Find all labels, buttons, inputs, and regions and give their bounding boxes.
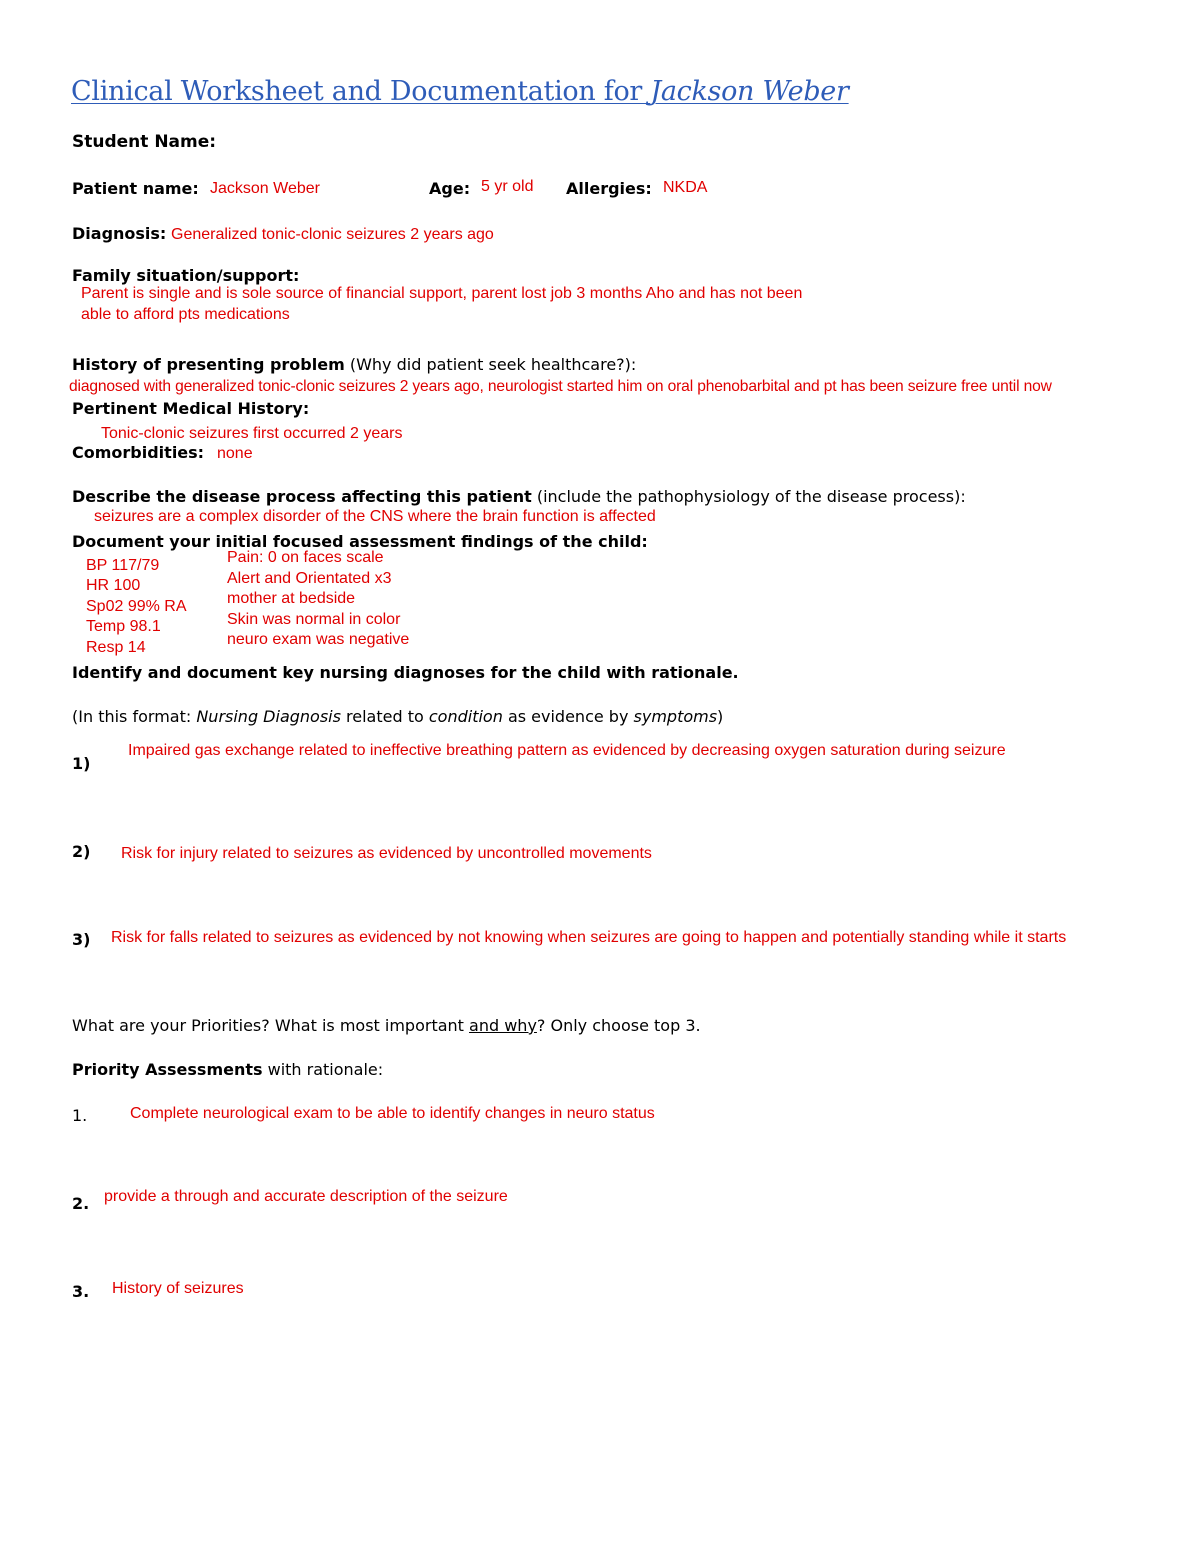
finding-item: neuro exam was negative <box>227 631 410 648</box>
format-dx: Nursing Diagnosis <box>196 707 341 726</box>
format-open: (In this format: <box>72 707 197 726</box>
disease-label-rest: (include the pathophysiology of the disease process): <box>531 487 966 506</box>
priority-text: Complete neurological exam to be able to identify changes in neuro status <box>130 1105 655 1122</box>
format-close: ) <box>717 707 724 726</box>
priority-num: 3. <box>72 1282 90 1301</box>
priority-assessments-label <box>72 1060 383 1079</box>
nursing-dx-label: Identify and document key nursing diagnoses for the child with rationale. <box>72 663 739 682</box>
nursing-dx-num: 3) <box>72 930 91 949</box>
comorbidities-label: Comorbidities: <box>72 443 205 462</box>
student-name-label: Student Name: <box>72 132 217 152</box>
nursing-dx-format <box>72 707 723 726</box>
priorities-question-underlined: and why <box>469 1016 537 1035</box>
format-mid2: as evidence by <box>502 707 634 726</box>
allergies-label: Allergies: <box>566 179 652 198</box>
page-title-prefix: Clinical Worksheet and Documentation for <box>71 76 651 107</box>
vital-item: Temp 98.1 <box>86 618 161 635</box>
patient-name-value: Jackson Weber <box>210 180 320 197</box>
finding-item: Pain: 0 on faces scale <box>227 549 384 566</box>
history-label-bold: History of presenting problem <box>72 355 345 374</box>
diagnosis-label: Diagnosis: <box>72 224 167 243</box>
history-label <box>72 355 636 374</box>
nursing-dx-text: Risk for falls related to seizures as evidenced by not knowing when seizures are going to happen and potentially standing while it starts <box>111 929 1067 946</box>
family-value-line2: able to afford pts medications <box>81 306 290 323</box>
nursing-dx-text: Risk for injury related to seizures as evidenced by uncontrolled movements <box>121 845 652 862</box>
format-mid1: related to <box>340 707 429 726</box>
priority-text: History of seizures <box>112 1280 244 1297</box>
priority-num: 2. <box>72 1194 90 1213</box>
diagnosis-value: Generalized tonic-clonic seizures 2 years ago <box>171 226 494 243</box>
priority-text: provide a through and accurate description of the seizure <box>104 1188 508 1205</box>
medical-history-label: Pertinent Medical History: <box>72 399 310 418</box>
medical-history-value: Tonic-clonic seizures first occurred 2 years <box>101 425 403 442</box>
age-value: 5 yr old <box>481 178 534 195</box>
nursing-dx-text: Impaired gas exchange related to ineffective breathing pattern as evidenced by decreasing oxygen saturation during seizure <box>128 742 1006 759</box>
priorities-question-part1: What are your Priorities? What is most important <box>72 1016 470 1035</box>
finding-item: Skin was normal in color <box>227 611 401 628</box>
history-label-rest: (Why did patient seek healthcare?): <box>344 355 637 374</box>
priorities-question-part2: ? Only choose top 3. <box>536 1016 701 1035</box>
vital-item: BP 117/79 <box>86 557 160 574</box>
priority-num: 1. <box>72 1106 88 1125</box>
disease-value: seizures are a complex disorder of the CNS where the brain function is affected <box>94 508 656 525</box>
priority-assessments-bold: Priority Assessments <box>72 1060 263 1079</box>
priorities-question <box>72 1016 701 1035</box>
allergies-value: NKDA <box>663 179 708 196</box>
priority-assessments-rest: with rationale: <box>262 1060 384 1079</box>
vital-item: HR 100 <box>86 577 141 594</box>
assessment-label: Document your initial focused assessment findings of the child: <box>72 532 648 551</box>
history-value: diagnosed with generalized tonic-clonic seizures 2 years ago, neurologist started him on oral phenobarbital and pt has been seizure free until now <box>69 378 1052 395</box>
finding-item: mother at bedside <box>227 590 356 607</box>
nursing-dx-num: 1) <box>72 754 91 773</box>
vital-item: Sp02 99% RA <box>86 598 187 615</box>
format-sym: symptoms <box>633 707 718 726</box>
family-label: Family situation/support: <box>72 266 300 285</box>
format-cond: condition <box>428 707 503 726</box>
disease-label <box>72 487 966 506</box>
page-title-patient: Jackson Weber <box>650 76 849 107</box>
age-label: Age: <box>429 179 471 198</box>
patient-name-label: Patient name: <box>72 179 199 198</box>
nursing-dx-num: 2) <box>72 842 91 861</box>
finding-item: Alert and Orientated x3 <box>227 570 392 587</box>
family-value-line1: Parent is single and is sole source of financial support, parent lost job 3 months Aho and has not been <box>81 285 803 302</box>
comorbidities-value: none <box>217 445 253 462</box>
vital-item: Resp 14 <box>86 639 146 656</box>
page-title <box>71 76 849 107</box>
disease-label-bold: Describe the disease process affecting this patient <box>72 487 532 506</box>
